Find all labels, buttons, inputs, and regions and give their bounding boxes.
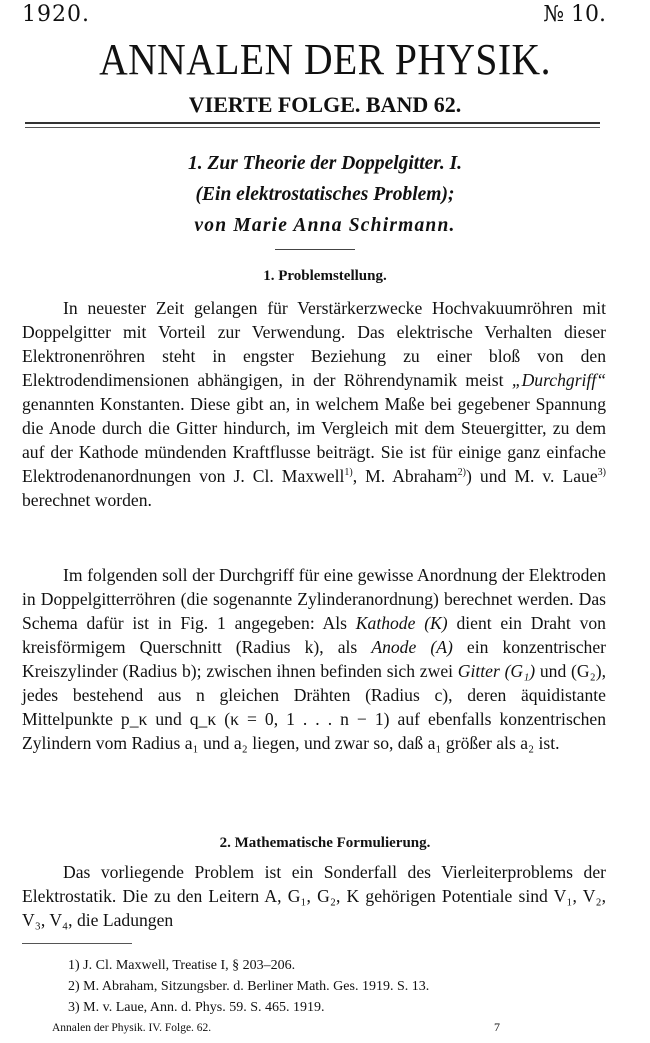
footnote-2: 2) M. Abraham, Sitzungsber. d. Berliner Math. Ges. 1919. S. 13. <box>68 979 430 994</box>
footnote-rule <box>22 943 132 944</box>
section-heading-1: 1. Problemstellung. <box>263 268 387 284</box>
year: 1920. <box>22 2 90 27</box>
p2-text-d: und (G₂), jedes bestehend aus n gleichen Drähten (Radius c), deren äquidistante Mittelpunkte p_κ und q_κ (κ = 0, 1 . . . n − 1) auf ebenfalls konzentrischen Zylindern vom Radius a₁ und a₂ liegen, und zwar so, daß a₁ größer als a₂ ist. <box>22 661 606 753</box>
footnotes <box>22 955 622 1018</box>
footnote-ref-2: 2) <box>457 467 467 479</box>
p1-text-d: ) und M. v. Laue <box>466 466 598 486</box>
paragraph-2 <box>22 563 606 755</box>
paragraph-3: Das vorliegende Problem ist ein Sonderfall des Vierleiterproblems der Elektrostatik. Die zu den Leitern A, G₁, G₂, K gehörigen Potentiale sind V₁, V₂, V₃, V₄, die Ladungen <box>22 862 606 930</box>
p1-text-c: , M. Abraham <box>352 466 458 486</box>
p1-text-a: In neuester Zeit gelangen für Verstärkerzwecke Hochvakuumröhren mit Doppelgitter mit Vorteil zur Verwendung. Das elektrische Verhalten dieser Elektronenröhren steht in engster Beziehung zu einer bloß von den Elektrodendimensionen abhängigen, in der Röhrendynamik meist <box>22 298 606 390</box>
p1-text-e: berechnet worden. <box>22 490 152 510</box>
footer-sheet-number: 7 <box>494 1020 500 1034</box>
p1-text-b: genannten Konstanten. Diese gibt an, in welchem Maße bei gegebener Spannung die Anode durch die Gitter hindurch, im Vergleich mit dem Steuergitter, zu dem auf der Kathode mündenden Kraftflusse beiträgt. Sie ist für einige ganz einfache Elektrodenanordnungen von J. Cl. Maxwell <box>22 394 606 486</box>
header-rule-thin <box>25 127 600 128</box>
p2-text-a: Im folgenden soll der Durchgriff für eine gewisse Anordnung der Elektroden in Doppelgitterröhren (die sogenannte Zylinderanordnung) berechnet werden. Das Schema dafür ist in Fig. 1 angegeben: Als <box>22 565 606 633</box>
section-heading-2: 2. Mathematische Formulierung. <box>219 835 431 851</box>
article-title-block <box>0 148 650 241</box>
footnote-1: 1) J. Cl. Maxwell, Treatise I, § 203–206. <box>68 958 296 973</box>
p2-anode: Anode (A) <box>371 637 453 657</box>
p2-gitter: Gitter (G₁) <box>457 661 536 681</box>
footnote-3: 3) M. v. Laue, Ann. d. Phys. 59. S. 465. 1919. <box>68 1000 325 1015</box>
p2-text-b: dient ein Draht von kreisförmigem Querschnitt (Radius k), als <box>22 613 606 657</box>
paragraph-1 <box>22 296 606 512</box>
header-rule-thick <box>25 122 600 124</box>
article-title-line1: 1. Zur Theorie der Doppelgitter. I. <box>187 153 463 174</box>
p2-text-c: ein konzentrischer Kreiszylinder (Radius b); zwischen ihnen befinden sich zwei <box>22 637 607 681</box>
footnote-ref-3: 3) <box>597 467 606 479</box>
article-title-line2: (Ein elektrostatisches Problem); <box>195 184 455 205</box>
journal-title: ANNALEN DER PHYSIK. <box>99 35 551 84</box>
p1-durchgriff: „Durchgriff“ <box>511 370 606 390</box>
footnote-ref-1: 1) <box>344 467 353 479</box>
footer-signature: Annalen der Physik. IV. Folge. 62. <box>52 1022 212 1034</box>
series-volume: VIERTE FOLGE. BAND 62. <box>188 92 462 117</box>
issue-number: № 10. <box>543 2 606 27</box>
title-divider <box>275 249 355 250</box>
article-author: von Marie Anna Schirmann. <box>194 215 456 236</box>
p2-kathode: Kathode (K) <box>355 613 448 633</box>
